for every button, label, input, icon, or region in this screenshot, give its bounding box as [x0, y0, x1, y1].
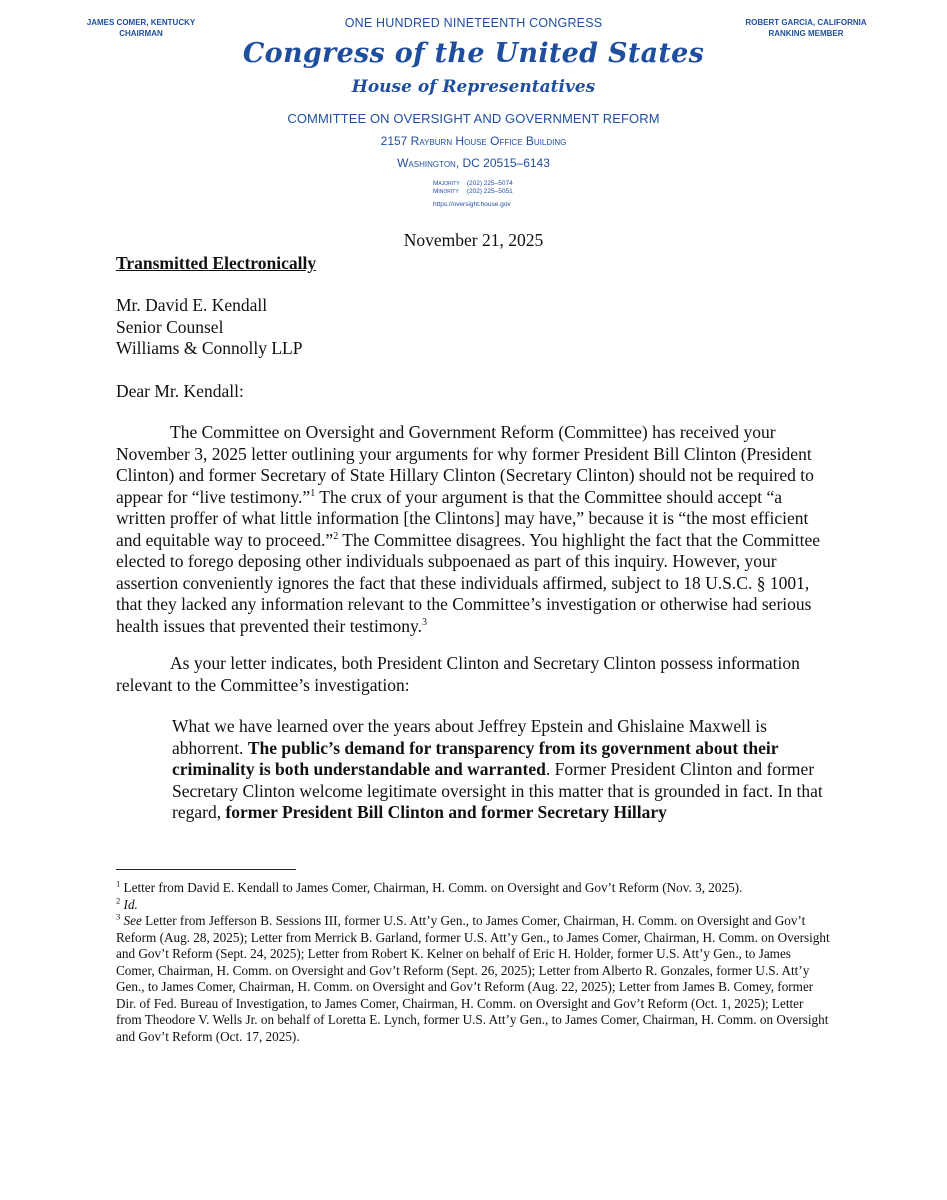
- footnote-ref-3: 3: [422, 616, 428, 628]
- chairman-name: JAMES COMER, KENTUCKY: [86, 18, 196, 27]
- para1-part-a: The Committee on Oversight and Government Reform (Committee) has received your November 3, 2025 letter outlining your arguments for why former President Bill Clinton (President Clinton) and former Secretary of State Hillary Clinton (Secretary Clinton) should not be required to appear for “live testimony.”: [116, 422, 814, 507]
- congress-number: ONE HUNDRED NINETEENTH CONGRESS: [344, 16, 603, 30]
- addressee-name: Mr. David E. Kendall: [116, 295, 268, 315]
- footnote-number: 3: [116, 911, 121, 922]
- footnote-italic: See: [123, 913, 142, 928]
- footnote-text: Letter from Jefferson B. Sessions III, former U.S. Att’y Gen., to James Comer, Chairman, H. Comm. on Oversight and Gov’t Reform (Aug. 28, 2025); Letter from Merrick B. Garland, former U.S. Att’y Gen., to James Comer, Chairman, H. Comm. on Oversight and Gov’t Reform (Sept. 24, 2025); Letter from Robert K. Kelner on behalf of Eric H. Holder, former U.S. Att’y Gen., to James Comer, Chairman, H. Comm. on Oversight and Gov’t Reform (Sept. 26, 2025); Letter from Alberto R. Gonzales, former U.S. Att’y Gen., to James Comer, Chairman, H. Comm. on Oversight and Gov’t Reform (Aug. 22, 2025); Letter from James B. Comey, former Dir. of Fed. Bureau of Investigation, to James Comer, Chairman, H. Comm. on Oversight and Gov’t Reform (Oct. 1, 2025); Letter from Theodore V. Wells Jr. on behalf of Loretta E. Lynch, former U.S. Att’y Gen., to James Comer, Chairman, H. Comm. on Oversight and Gov’t Reform (Oct. 17, 2025).: [116, 913, 830, 1044]
- minority-phone: (202) 225–5051: [466, 188, 513, 195]
- majority-phone-row: [433, 180, 553, 188]
- letterhead-house: House of Representatives: [351, 77, 596, 97]
- ranking-member-name: ROBERT GARCIA, CALIFORNIA: [745, 18, 867, 27]
- letterhead-title: Congress of the United States: [242, 38, 705, 69]
- addressee-title: Senior Counsel: [116, 316, 224, 337]
- minority-label: Minority: [433, 188, 459, 195]
- website-url: https://oversight.house.gov: [433, 201, 511, 208]
- footnote-number: 1: [116, 878, 121, 889]
- footnote-2: [116, 897, 830, 914]
- footnote-divider: [116, 869, 296, 870]
- para1-part-b: The crux of your argument is that the Committee should accept “a written proffer of what little information [the Clintons] may have,” because it is “the most efficient and equitable way to proceed.”: [116, 486, 809, 550]
- minority-phone-row: [433, 188, 553, 196]
- addressee-block: [116, 295, 302, 360]
- block-quote: [172, 716, 830, 824]
- quote-bold-1: The public’s demand for transparency from its government about their criminality is both understandable and warranted: [172, 737, 779, 779]
- salutation: Dear Mr. Kendall:: [116, 381, 244, 401]
- letter-date: November 21, 2025: [403, 230, 544, 250]
- para1-part-c: The Committee disagrees. You highlight the fact that the Committee elected to forego deposing other individuals subpoenaed as part of this inquiry. However, your assertion conveniently ignores the fact that these individuals affirmed, subject to 18 U.S.C. § 1001, that they lacked any information relevant to the Committee’s investigation or otherwise had serious health issues that prevented their testimony.: [116, 529, 821, 636]
- footnote-text: Letter from David E. Kendall to James Comer, Chairman, H. Comm. on Oversight and Gov’t Reform (Nov. 3, 2025).: [123, 880, 743, 895]
- majority-phone: (202) 225–5074: [466, 180, 513, 187]
- footnote-ref-2: 2: [333, 530, 339, 542]
- transmittal-heading: Transmitted Electronically: [116, 253, 317, 273]
- body-paragraph-2: As your letter indicates, both President Clinton and Secretary Clinton possess information relevant to the Committee’s investigation:: [116, 653, 800, 695]
- committee-name: COMMITTEE ON OVERSIGHT AND GOVERNMENT REFORM: [287, 111, 660, 126]
- footnote-1: [116, 880, 830, 897]
- quote-part-c: . Former President Clinton and former Secretary Clinton welcome legitimate oversight in this matter that is grounded in fact. In that regard,: [172, 759, 823, 822]
- footnote-italic: Id.: [123, 896, 138, 912]
- chairman-title: CHAIRMAN: [119, 29, 163, 38]
- address-line-2: Washington, DC 20515–6143: [397, 156, 550, 170]
- address-line-1: 2157 Rayburn House Office Building: [380, 134, 567, 148]
- footnote-number: 2: [116, 895, 121, 906]
- majority-label: Majority: [433, 180, 460, 187]
- body-paragraph-1: [116, 422, 830, 637]
- addressee-firm: Williams & Connolly LLP: [116, 338, 303, 358]
- footnote-ref-1: 1: [310, 487, 316, 499]
- quote-bold-2: former President Bill Clinton and former Secretary Hillary: [225, 802, 667, 822]
- ranking-member-title: RANKING MEMBER: [768, 29, 844, 38]
- footnotes: [116, 880, 830, 1045]
- quote-part-a: What we have learned over the years about Jeffrey Epstein and Ghislaine Maxwell is abhorrent.: [172, 716, 767, 758]
- phone-block: [433, 180, 553, 196]
- footnote-3: [116, 913, 830, 1045]
